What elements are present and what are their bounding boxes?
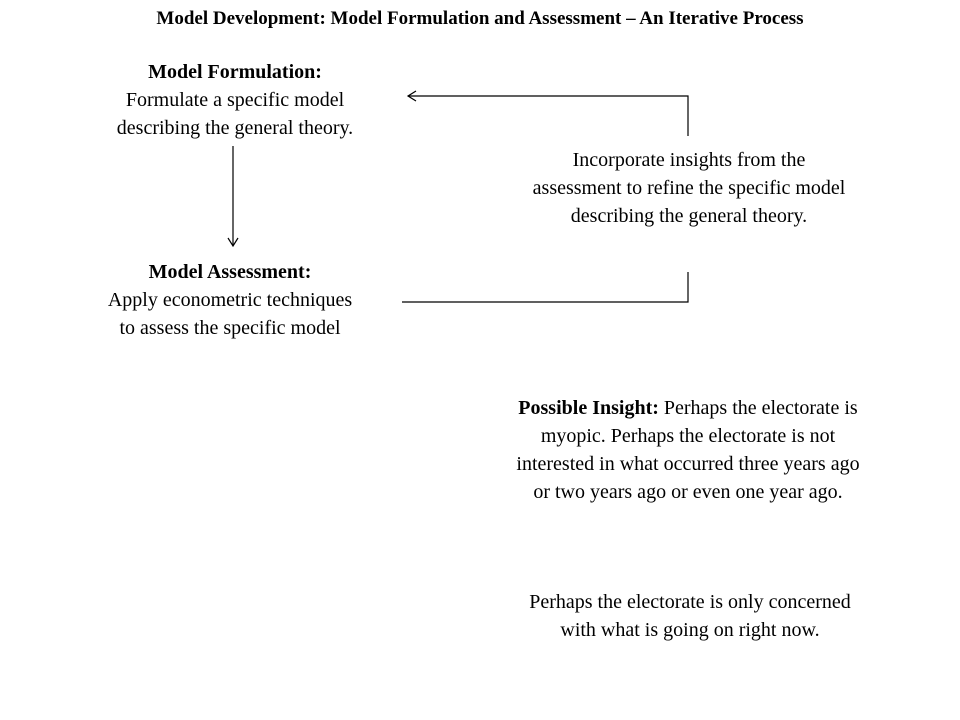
model-assessment-line-2: to assess the specific model (119, 317, 341, 339)
model-formulation-heading: Model Formulation: (148, 61, 322, 83)
possible-insight-continuation: Perhaps the electorate is only concerned with what is going on right now. (529, 591, 851, 641)
refine-to-formulation-arrow (408, 91, 688, 136)
page-title: Model Development: Model Formulation and Assessment – An Iterative Process (156, 8, 804, 29)
model-assessment-heading: Model Assessment: (148, 261, 312, 283)
possible-insight-text: Perhaps the electorate is myopic. Perhaps the electorate is not interested in what occurred three years ago or two years ago or even one year ago. (516, 397, 860, 503)
model-formulation-line-2: describing the general theory. (116, 117, 354, 139)
model-formulation-line-1: Formulate a specific model (125, 89, 345, 111)
assessment-to-refine-connector (402, 272, 688, 302)
formulation-to-assessment-arrow (228, 146, 238, 246)
model-assessment-line-1: Apply econometric techniques (107, 289, 353, 311)
possible-insight-label: Possible Insight: (518, 397, 659, 419)
incorporate-insights-text: Incorporate insights from the assessment to refine the specific model describing the general theory. (532, 149, 846, 227)
